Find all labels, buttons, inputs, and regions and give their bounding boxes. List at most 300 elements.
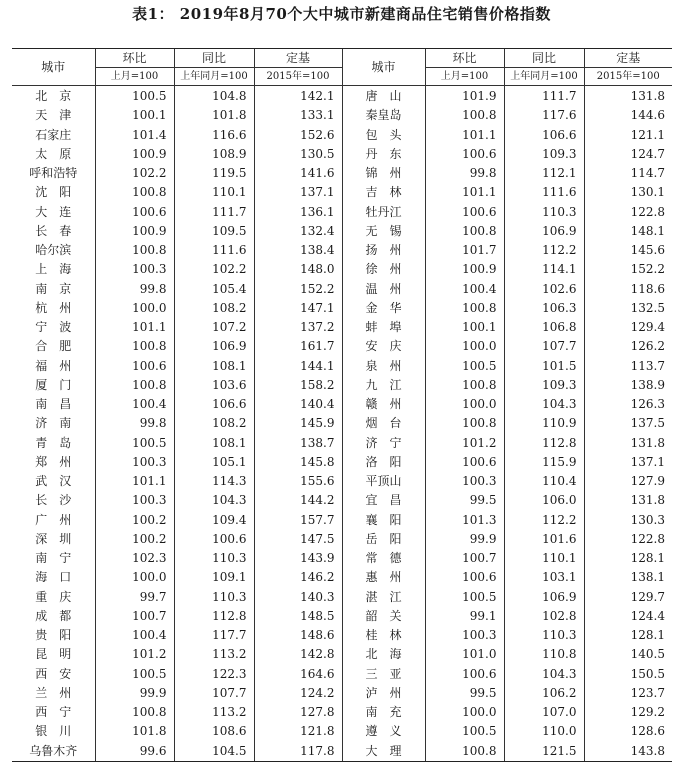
fixed-base-value: 129.4 xyxy=(584,318,672,337)
fixed-base-value: 129.7 xyxy=(584,588,672,607)
city-name: 北 海 xyxy=(342,645,425,664)
city-name: 银 川 xyxy=(35,724,72,739)
month-on-month-value: 102.3 xyxy=(95,549,174,568)
fixed-base-value: 142.8 xyxy=(254,645,342,664)
year-on-year-value: 107.0 xyxy=(504,703,584,722)
table-row xyxy=(12,549,672,568)
month-on-month-value: 100.4 xyxy=(95,395,174,414)
fixed-base-value: 147.1 xyxy=(254,299,342,318)
fixed-base-value: 140.3 xyxy=(254,588,342,607)
month-on-month-value: 100.6 xyxy=(95,203,174,222)
column-header-month-on-month: 环比 xyxy=(95,49,174,68)
city-name: 岳 阳 xyxy=(342,530,425,549)
month-on-month-value: 100.3 xyxy=(95,491,174,510)
fixed-base-value: 138.4 xyxy=(254,241,342,260)
table-row xyxy=(12,414,672,433)
city-name: 牡丹江 xyxy=(342,203,425,222)
table-row xyxy=(12,357,672,376)
city-name: 赣 州 xyxy=(342,395,425,414)
fixed-base-value: 124.2 xyxy=(254,684,342,703)
year-on-year-value: 108.9 xyxy=(174,145,254,164)
city-name: 石家庄 xyxy=(35,127,72,142)
month-on-month-value: 99.8 xyxy=(425,164,504,183)
year-on-year-value: 113.2 xyxy=(174,645,254,664)
table-row xyxy=(12,607,672,626)
column-header-year-on-year: 同比 xyxy=(504,49,584,68)
fixed-base-value: 137.5 xyxy=(584,414,672,433)
city-name: 平顶山 xyxy=(342,472,425,491)
fixed-base-value: 158.2 xyxy=(254,376,342,395)
city-name: 郑 州 xyxy=(35,454,72,469)
city-name: 广 州 xyxy=(35,512,72,527)
table-title: 表1： 2019年8月70个大中城市新建商品住宅销售价格指数 xyxy=(132,5,551,23)
month-on-month-value: 100.4 xyxy=(95,626,174,645)
fixed-base-value: 128.1 xyxy=(584,549,672,568)
city-name: 大 连 xyxy=(35,204,72,219)
year-on-year-value: 106.2 xyxy=(504,684,584,703)
year-on-year-value: 116.6 xyxy=(174,126,254,145)
fixed-base-value: 164.6 xyxy=(254,665,342,684)
month-on-month-value: 99.5 xyxy=(425,684,504,703)
table-row xyxy=(12,376,672,395)
city-name: 南 昌 xyxy=(35,397,72,412)
city-name: 天 津 xyxy=(35,108,72,123)
year-on-year-value: 114.3 xyxy=(174,472,254,491)
city-name: 兰 州 xyxy=(35,685,72,700)
year-on-year-value: 106.6 xyxy=(174,395,254,414)
table-row xyxy=(12,222,672,241)
year-on-year-value: 109.3 xyxy=(504,376,584,395)
column-header-month-on-month: 环比 xyxy=(425,49,504,68)
fixed-base-value: 124.7 xyxy=(584,145,672,164)
month-on-month-value: 100.0 xyxy=(95,299,174,318)
table-row xyxy=(12,241,672,260)
city-name: 丹 东 xyxy=(342,145,425,164)
fixed-base-value: 138.1 xyxy=(584,568,672,587)
month-on-month-value: 100.5 xyxy=(425,588,504,607)
table-row xyxy=(12,703,672,722)
year-on-year-value: 102.2 xyxy=(174,260,254,279)
table-row xyxy=(12,434,672,453)
month-on-month-value: 100.0 xyxy=(425,703,504,722)
table-row xyxy=(12,645,672,664)
city-name: 长 春 xyxy=(35,223,72,238)
year-on-year-value: 111.7 xyxy=(174,203,254,222)
month-on-month-value: 100.8 xyxy=(95,376,174,395)
fixed-base-value: 145.8 xyxy=(254,453,342,472)
city-name: 常 德 xyxy=(342,549,425,568)
year-on-year-value: 111.7 xyxy=(504,86,584,107)
table-row xyxy=(12,665,672,684)
fixed-base-value: 128.1 xyxy=(584,626,672,645)
month-on-month-value: 101.9 xyxy=(425,86,504,107)
year-on-year-value: 109.1 xyxy=(174,568,254,587)
month-on-month-value: 101.2 xyxy=(95,645,174,664)
city-name: 武 汉 xyxy=(35,474,72,489)
year-on-year-value: 104.3 xyxy=(504,395,584,414)
year-on-year-value: 106.3 xyxy=(504,299,584,318)
fixed-base-value: 128.6 xyxy=(584,722,672,741)
year-on-year-value: 110.3 xyxy=(174,588,254,607)
year-on-year-value: 110.9 xyxy=(504,414,584,433)
city-name: 秦皇岛 xyxy=(342,106,425,125)
year-on-year-value: 117.6 xyxy=(504,106,584,125)
subheader-same-month-last-year: 上年同月=100 xyxy=(174,68,254,86)
table-row xyxy=(12,742,672,762)
city-name: 安 庆 xyxy=(342,337,425,356)
month-on-month-value: 101.0 xyxy=(425,645,504,664)
fixed-base-value: 141.6 xyxy=(254,164,342,183)
year-on-year-value: 103.1 xyxy=(504,568,584,587)
month-on-month-value: 101.2 xyxy=(425,434,504,453)
table-row xyxy=(12,588,672,607)
month-on-month-value: 100.3 xyxy=(425,626,504,645)
year-on-year-value: 111.6 xyxy=(504,183,584,202)
column-header-city: 城市 xyxy=(342,49,425,86)
table-row xyxy=(12,260,672,279)
month-on-month-value: 101.3 xyxy=(425,511,504,530)
year-on-year-value: 106.6 xyxy=(504,126,584,145)
month-on-month-value: 100.6 xyxy=(95,357,174,376)
fixed-base-value: 140.5 xyxy=(584,645,672,664)
month-on-month-value: 101.1 xyxy=(425,183,504,202)
table-row xyxy=(12,145,672,164)
year-on-year-value: 102.8 xyxy=(504,607,584,626)
month-on-month-value: 102.2 xyxy=(95,164,174,183)
table-row xyxy=(12,722,672,741)
month-on-month-value: 99.9 xyxy=(425,530,504,549)
year-on-year-value: 110.3 xyxy=(174,549,254,568)
year-on-year-value: 108.2 xyxy=(174,414,254,433)
city-name: 襄 阳 xyxy=(342,511,425,530)
city-name: 厦 门 xyxy=(35,377,72,392)
month-on-month-value: 101.7 xyxy=(425,241,504,260)
fixed-base-value: 127.9 xyxy=(584,472,672,491)
fixed-base-value: 138.9 xyxy=(584,376,672,395)
table-row xyxy=(12,626,672,645)
month-on-month-value: 101.1 xyxy=(95,472,174,491)
month-on-month-value: 100.8 xyxy=(425,299,504,318)
city-name: 深 圳 xyxy=(35,531,72,546)
fixed-base-value: 114.7 xyxy=(584,164,672,183)
month-on-month-value: 100.0 xyxy=(425,337,504,356)
column-header-city: 城市 xyxy=(12,49,95,86)
month-on-month-value: 100.9 xyxy=(95,145,174,164)
fixed-base-value: 148.5 xyxy=(254,607,342,626)
city-name: 泸 州 xyxy=(342,684,425,703)
city-name: 重 庆 xyxy=(35,589,72,604)
table-row xyxy=(12,203,672,222)
fixed-base-value: 155.6 xyxy=(254,472,342,491)
table-row xyxy=(12,395,672,414)
month-on-month-value: 100.2 xyxy=(95,511,174,530)
table-row xyxy=(12,183,672,202)
year-on-year-value: 106.8 xyxy=(504,318,584,337)
fixed-base-value: 132.4 xyxy=(254,222,342,241)
month-on-month-value: 100.8 xyxy=(95,183,174,202)
year-on-year-value: 101.6 xyxy=(504,530,584,549)
year-on-year-value: 110.3 xyxy=(504,626,584,645)
city-name: 金 华 xyxy=(342,299,425,318)
table-row xyxy=(12,126,672,145)
header-row xyxy=(12,49,672,68)
city-name: 唐 山 xyxy=(342,86,425,107)
fixed-base-value: 157.7 xyxy=(254,511,342,530)
subheader-last-month: 上月=100 xyxy=(95,68,174,86)
city-name: 包 头 xyxy=(342,126,425,145)
fixed-base-value: 145.9 xyxy=(254,414,342,433)
month-on-month-value: 100.1 xyxy=(425,318,504,337)
month-on-month-value: 100.6 xyxy=(425,568,504,587)
year-on-year-value: 105.1 xyxy=(174,453,254,472)
month-on-month-value: 100.8 xyxy=(425,414,504,433)
year-on-year-value: 122.3 xyxy=(174,665,254,684)
city-name: 吉 林 xyxy=(342,183,425,202)
year-on-year-value: 112.2 xyxy=(504,511,584,530)
fixed-base-value: 118.6 xyxy=(584,280,672,299)
subheader-last-month: 上月=100 xyxy=(425,68,504,86)
city-name: 韶 关 xyxy=(342,607,425,626)
city-name: 洛 阳 xyxy=(342,453,425,472)
year-on-year-value: 112.8 xyxy=(504,434,584,453)
month-on-month-value: 100.0 xyxy=(95,568,174,587)
table-row xyxy=(12,684,672,703)
year-on-year-value: 112.2 xyxy=(504,241,584,260)
month-on-month-value: 100.3 xyxy=(95,453,174,472)
city-name: 宜 昌 xyxy=(342,491,425,510)
year-on-year-value: 104.3 xyxy=(174,491,254,510)
year-on-year-value: 111.6 xyxy=(174,241,254,260)
city-name: 济 宁 xyxy=(342,434,425,453)
month-on-month-value: 100.6 xyxy=(425,203,504,222)
month-on-month-value: 101.1 xyxy=(95,318,174,337)
city-name: 温 州 xyxy=(342,280,425,299)
month-on-month-value: 100.8 xyxy=(425,222,504,241)
fixed-base-value: 131.8 xyxy=(584,434,672,453)
table-row xyxy=(12,86,672,107)
year-on-year-value: 102.6 xyxy=(504,280,584,299)
month-on-month-value: 100.5 xyxy=(425,357,504,376)
year-on-year-value: 108.1 xyxy=(174,357,254,376)
city-name: 大 理 xyxy=(342,742,425,762)
month-on-month-value: 99.9 xyxy=(95,684,174,703)
fixed-base-value: 143.9 xyxy=(254,549,342,568)
fixed-base-value: 148.6 xyxy=(254,626,342,645)
city-name: 九 江 xyxy=(342,376,425,395)
subheader-base-2015: 2015年=100 xyxy=(584,68,672,86)
year-on-year-value: 110.4 xyxy=(504,472,584,491)
city-name: 北 京 xyxy=(35,89,72,104)
city-name: 哈尔滨 xyxy=(35,243,72,258)
table-row xyxy=(12,318,672,337)
month-on-month-value: 99.5 xyxy=(425,491,504,510)
month-on-month-value: 100.8 xyxy=(425,376,504,395)
city-name: 呼和浩特 xyxy=(29,166,78,181)
table-row xyxy=(12,491,672,510)
fixed-base-value: 142.1 xyxy=(254,86,342,107)
year-on-year-value: 106.9 xyxy=(174,337,254,356)
fixed-base-value: 143.8 xyxy=(584,742,672,762)
year-on-year-value: 106.9 xyxy=(504,588,584,607)
year-on-year-value: 103.6 xyxy=(174,376,254,395)
fixed-base-value: 161.7 xyxy=(254,337,342,356)
table-row xyxy=(12,337,672,356)
city-name: 合 肥 xyxy=(35,339,72,354)
fixed-base-value: 122.8 xyxy=(584,530,672,549)
city-name: 湛 江 xyxy=(342,588,425,607)
fixed-base-value: 129.2 xyxy=(584,703,672,722)
city-name: 徐 州 xyxy=(342,260,425,279)
city-name: 南 京 xyxy=(35,281,72,296)
year-on-year-value: 105.4 xyxy=(174,280,254,299)
city-name: 上 海 xyxy=(35,262,72,277)
city-name: 烟 台 xyxy=(342,414,425,433)
year-on-year-value: 107.7 xyxy=(504,337,584,356)
month-on-month-value: 100.5 xyxy=(95,434,174,453)
year-on-year-value: 121.5 xyxy=(504,742,584,762)
table-row xyxy=(12,453,672,472)
month-on-month-value: 100.0 xyxy=(425,395,504,414)
month-on-month-value: 101.1 xyxy=(425,126,504,145)
fixed-base-value: 138.7 xyxy=(254,434,342,453)
city-name: 桂 林 xyxy=(342,626,425,645)
fixed-base-value: 144.1 xyxy=(254,357,342,376)
fixed-base-value: 144.6 xyxy=(584,106,672,125)
city-name: 泉 州 xyxy=(342,357,425,376)
fixed-base-value: 146.2 xyxy=(254,568,342,587)
city-name: 济 南 xyxy=(35,416,72,431)
month-on-month-value: 100.7 xyxy=(95,607,174,626)
month-on-month-value: 99.1 xyxy=(425,607,504,626)
fixed-base-value: 121.8 xyxy=(254,722,342,741)
city-name: 惠 州 xyxy=(342,568,425,587)
month-on-month-value: 100.5 xyxy=(95,86,174,107)
city-name: 南 宁 xyxy=(35,551,72,566)
fixed-base-value: 130.3 xyxy=(584,511,672,530)
year-on-year-value: 108.2 xyxy=(174,299,254,318)
table-row xyxy=(12,511,672,530)
city-name: 蚌 埠 xyxy=(342,318,425,337)
table-row xyxy=(12,106,672,125)
fixed-base-value: 152.2 xyxy=(254,280,342,299)
fixed-base-value: 123.7 xyxy=(584,684,672,703)
city-name: 西 安 xyxy=(35,666,72,681)
fixed-base-value: 148.1 xyxy=(584,222,672,241)
city-name: 杭 州 xyxy=(35,300,72,315)
month-on-month-value: 100.8 xyxy=(425,106,504,125)
year-on-year-value: 109.3 xyxy=(504,145,584,164)
fixed-base-value: 144.2 xyxy=(254,491,342,510)
city-name: 锦 州 xyxy=(342,164,425,183)
month-on-month-value: 100.5 xyxy=(95,665,174,684)
city-name: 南 充 xyxy=(342,703,425,722)
fixed-base-value: 148.0 xyxy=(254,260,342,279)
year-on-year-value: 104.5 xyxy=(174,742,254,762)
month-on-month-value: 100.9 xyxy=(95,222,174,241)
table-row xyxy=(12,472,672,491)
table-row xyxy=(12,299,672,318)
city-name: 海 口 xyxy=(35,570,72,585)
month-on-month-value: 100.8 xyxy=(95,337,174,356)
month-on-month-value: 99.8 xyxy=(95,414,174,433)
month-on-month-value: 100.8 xyxy=(95,241,174,260)
year-on-year-value: 114.1 xyxy=(504,260,584,279)
city-name: 三 亚 xyxy=(342,665,425,684)
month-on-month-value: 100.6 xyxy=(425,665,504,684)
year-on-year-value: 119.5 xyxy=(174,164,254,183)
year-on-year-value: 109.4 xyxy=(174,511,254,530)
month-on-month-value: 100.3 xyxy=(95,260,174,279)
city-name: 遵 义 xyxy=(342,722,425,741)
fixed-base-value: 140.4 xyxy=(254,395,342,414)
fixed-base-value: 147.5 xyxy=(254,530,342,549)
city-name: 青 岛 xyxy=(35,435,72,450)
city-name: 福 州 xyxy=(35,358,72,373)
month-on-month-value: 99.6 xyxy=(95,742,174,762)
year-on-year-value: 104.3 xyxy=(504,665,584,684)
table-row xyxy=(12,568,672,587)
year-on-year-value: 101.8 xyxy=(174,106,254,125)
year-on-year-value: 110.1 xyxy=(174,183,254,202)
city-name: 贵 阳 xyxy=(35,628,72,643)
fixed-base-value: 131.8 xyxy=(584,86,672,107)
fixed-base-value: 152.6 xyxy=(254,126,342,145)
year-on-year-value: 112.8 xyxy=(174,607,254,626)
city-name: 西 宁 xyxy=(35,705,72,720)
fixed-base-value: 152.2 xyxy=(584,260,672,279)
month-on-month-value: 100.6 xyxy=(425,145,504,164)
year-on-year-value: 106.9 xyxy=(504,222,584,241)
city-name: 沈 阳 xyxy=(35,185,72,200)
column-header-year-on-year: 同比 xyxy=(174,49,254,68)
year-on-year-value: 113.2 xyxy=(174,703,254,722)
fixed-base-value: 130.1 xyxy=(584,183,672,202)
year-on-year-value: 110.3 xyxy=(504,203,584,222)
month-on-month-value: 100.6 xyxy=(425,453,504,472)
year-on-year-value: 101.5 xyxy=(504,357,584,376)
table-row xyxy=(12,164,672,183)
fixed-base-value: 137.1 xyxy=(584,453,672,472)
fixed-base-value: 117.8 xyxy=(254,742,342,762)
year-on-year-value: 110.1 xyxy=(504,549,584,568)
year-on-year-value: 108.1 xyxy=(174,434,254,453)
year-on-year-value: 110.0 xyxy=(504,722,584,741)
city-name: 扬 州 xyxy=(342,241,425,260)
subheader-base-2015: 2015年=100 xyxy=(254,68,342,86)
column-header-fixed-base: 定基 xyxy=(254,49,342,68)
fixed-base-value: 121.1 xyxy=(584,126,672,145)
month-on-month-value: 99.7 xyxy=(95,588,174,607)
year-on-year-value: 106.0 xyxy=(504,491,584,510)
table-body xyxy=(12,86,672,762)
table-row xyxy=(12,280,672,299)
fixed-base-value: 137.1 xyxy=(254,183,342,202)
month-on-month-value: 100.8 xyxy=(425,742,504,762)
fixed-base-value: 126.3 xyxy=(584,395,672,414)
column-header-fixed-base: 定基 xyxy=(584,49,672,68)
year-on-year-value: 115.9 xyxy=(504,453,584,472)
subheader-same-month-last-year: 上年同月=100 xyxy=(504,68,584,86)
city-name: 太 原 xyxy=(35,146,72,161)
fixed-base-value: 136.1 xyxy=(254,203,342,222)
year-on-year-value: 104.8 xyxy=(174,86,254,107)
fixed-base-value: 133.1 xyxy=(254,106,342,125)
year-on-year-value: 108.6 xyxy=(174,722,254,741)
year-on-year-value: 107.2 xyxy=(174,318,254,337)
fixed-base-value: 113.7 xyxy=(584,357,672,376)
fixed-base-value: 131.8 xyxy=(584,491,672,510)
month-on-month-value: 101.4 xyxy=(95,126,174,145)
